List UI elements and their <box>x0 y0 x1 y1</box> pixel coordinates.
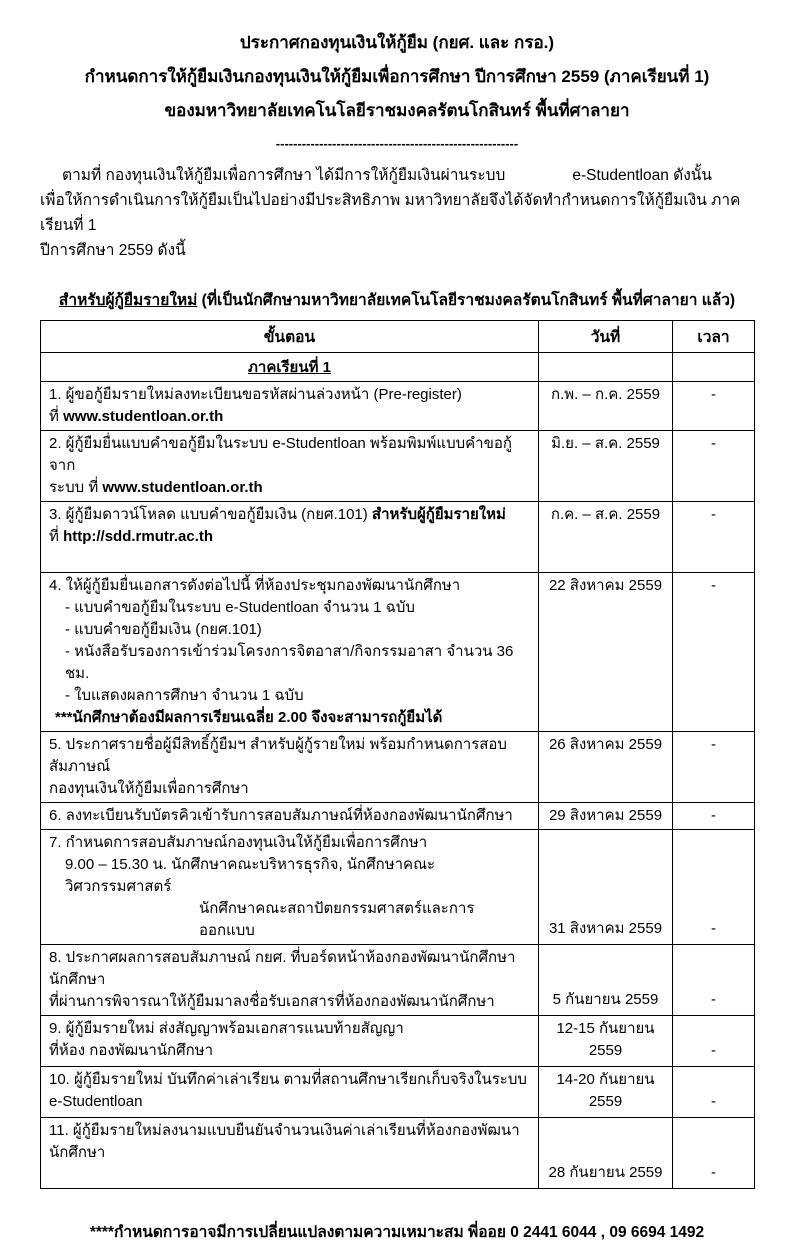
time-cell: - <box>673 382 755 431</box>
date-cell: 29 สิงหาคม 2559 <box>539 803 673 830</box>
date-cell: ก.ค. – ส.ค. 2559 <box>539 502 673 573</box>
intro-line1-left: ตามที่ กองทุนเงินให้กู้ยืมเพื่อการศึกษา ได้มีการให้กู้ยืมเงินผ่านระบบ <box>62 167 506 184</box>
time-cell: - <box>673 1016 755 1067</box>
time-cell: - <box>673 732 755 803</box>
step-cell <box>41 732 539 803</box>
step-line <box>49 641 530 685</box>
step-cell <box>41 1118 539 1189</box>
step-cell <box>41 1016 539 1067</box>
date-cell: 28 กันยายน 2559 <box>539 1118 673 1189</box>
step-text: 3. ผู้กู้ยืมดาวน์โหลด แบบคำขอกู้ยืมเงิน (กยศ.101) <box>49 506 372 524</box>
table-row <box>41 573 755 732</box>
step-cell <box>41 431 539 502</box>
step-text: 8. ประกาศผลการสอบสัมภาษณ์ กยศ. ที่บอร์ดหน้าห้องกองพัฒนานักศึกษา นักศึกษา <box>49 949 516 989</box>
step-line <box>49 597 530 619</box>
table-row <box>41 431 755 502</box>
time-cell <box>673 353 755 382</box>
step-line <box>49 1120 530 1164</box>
time-cell: - <box>673 1118 755 1189</box>
table-row <box>41 945 755 1016</box>
step-text: 5. ประกาศรายชื่อผู้มีสิทธิ์กู้ยืมฯ สำหรับผู้กู้รายใหม่ พร้อมกำหนดการสอบสัมภาษณ์ <box>49 736 507 776</box>
footer-note: ****กำหนดการอาจมีการเปลี่ยนแปลงตามความเหมาะสม พี่ออย 0 2441 6044 , 09 6694 1492 <box>89 1224 705 1242</box>
time-cell: - <box>673 502 755 573</box>
section-heading-underlined: สำหรับผู้กู้ยืมรายใหม่ <box>58 292 198 310</box>
step-text: 10. ผู้กู้ยืมรายใหม่ บันทึกค่าเล่าเรียน ตามที่สถานศึกษาเรียกเก็บจริงในระบบ <box>49 1071 527 1089</box>
step-text: 9.00 – 15.30 น. นักศึกษาคณะบริหารธุรกิจ, นักศึกษาคณะวิศวกรรมศาสตร์ <box>65 856 436 896</box>
table-header-row <box>41 321 755 353</box>
step-text: 6. ลงทะเบียนรับบัตรคิวเข้ารับการสอบสัมภาษณ์ที่ห้องกองพัฒนานักศึกษา <box>49 807 513 825</box>
date-cell: ก.พ. – ก.ค. 2559 <box>539 382 673 431</box>
doc-title-line2: กำหนดการให้กู้ยืมเงินกองทุนเงินให้กู้ยืมเพื่อการศึกษา ปีการศึกษา 2559 (ภาคเรียนที่ 1) <box>84 67 710 86</box>
column-header-step: ขั้นตอน <box>41 321 539 353</box>
step-text: 9. ผู้กู้ยืมรายใหม่ ส่งสัญญาพร้อมเอกสารแนบท้ายสัญญา <box>49 1020 404 1038</box>
column-header-date: วันที่ <box>539 321 673 353</box>
step-text-bold: ***นักศึกษาต้องมีผลการเรียนเฉลี่ย 2.00 จึงจะสามารถกู้ยืมได้ <box>55 709 443 727</box>
step-line <box>49 778 530 800</box>
step-text-bold: http://sdd.rmutr.ac.th <box>63 528 214 546</box>
schedule-table <box>40 320 755 1189</box>
date-cell: 26 สิงหาคม 2559 <box>539 732 673 803</box>
step-text-bold: www.studentloan.or.th <box>102 479 263 497</box>
step-text: 4. ให้ผู้กู้ยืมยื่นเอกสารดังต่อไปนี้ ที่ห้องประชุมกองพัฒนานักศึกษา <box>49 577 461 595</box>
step-text: ที่ผ่านการพิจารณาให้กู้ยืมมาลงชื่อรับเอกสารที่ห้องกองพัฒนานักศึกษา <box>49 993 495 1011</box>
step-text: ที่ <box>49 528 64 546</box>
time-cell: - <box>673 803 755 830</box>
semester-heading-cell <box>41 353 539 382</box>
doc-title-line1: ประกาศกองทุนเงินให้กู้ยืม (กยศ. และ กรอ.) <box>239 33 555 52</box>
table-row <box>41 803 755 830</box>
table-row <box>41 1067 755 1118</box>
step-line <box>49 734 530 778</box>
table-row <box>41 382 755 431</box>
step-text: - แบบคำขอกู้ยืมในระบบ e-Studentloan จำนวน 1 ฉบับ <box>65 599 415 617</box>
step-cell <box>41 1067 539 1118</box>
step-text-bold: สำหรับผู้กู้ยืมรายใหม่ <box>371 506 506 524</box>
step-line <box>49 619 530 641</box>
schedule-rows <box>41 353 755 1189</box>
time-cell: - <box>673 573 755 732</box>
step-line <box>49 406 530 428</box>
step-line <box>49 707 530 729</box>
date-cell: 31 สิงหาคม 2559 <box>539 830 673 945</box>
table-row <box>41 1016 755 1067</box>
step-text: ระบบ ที่ <box>49 479 103 497</box>
intro-line1-right: e-Studentloan ดังนั้น <box>572 167 712 184</box>
step-line <box>49 548 530 570</box>
step-line <box>49 832 530 854</box>
time-cell: - <box>673 431 755 502</box>
step-text: 1. ผู้ขอกู้ยืมรายใหม่ลงทะเบียนขอรหัสผ่านล่วงหน้า (Pre-register) <box>49 386 462 404</box>
step-text: ที่ <box>49 408 64 426</box>
step-text: - แบบคำขอกู้ยืมเงิน (กยศ.101) <box>65 621 262 639</box>
step-cell <box>41 803 539 830</box>
section-heading <box>40 287 754 312</box>
intro-paragraph <box>40 163 754 263</box>
date-cell: 14-20 กันยายน 2559 <box>539 1067 673 1118</box>
date-cell <box>539 353 673 382</box>
step-cell <box>41 573 539 732</box>
step-text: นักศึกษาคณะสถาปัตยกรรมศาสตร์และการออกแบบ <box>199 900 475 940</box>
step-cell <box>41 502 539 573</box>
date-cell: 5 กันยายน 2559 <box>539 945 673 1016</box>
intro-line-3: ปีการศึกษา 2559 ดังนี้ <box>40 242 186 260</box>
time-cell: - <box>673 945 755 1016</box>
step-line <box>49 433 530 477</box>
step-line <box>49 504 530 526</box>
step-line <box>49 1069 530 1091</box>
step-line <box>49 805 530 827</box>
step-line <box>49 1040 530 1062</box>
step-line <box>49 854 530 898</box>
step-line <box>49 1091 530 1113</box>
step-text: - หนังสือรับรองการเข้าร่วมโครงการจิตอาสา/กิจกรรมอาสา จำนวน 36 ชม. <box>65 643 514 683</box>
step-line <box>49 1164 530 1186</box>
step-text: ที่ห้อง กองพัฒนานักศึกษา <box>49 1042 214 1060</box>
column-header-time: เวลา <box>673 321 755 353</box>
step-text: 7. กำหนดการสอบสัมภาษณ์กองทุนเงินให้กู้ยืมเพื่อการศึกษา <box>49 834 428 852</box>
step-line <box>49 1018 530 1040</box>
table-row <box>41 1118 755 1189</box>
dashed-divider: -------------------------------------------------------- <box>275 136 519 151</box>
table-row <box>41 502 755 573</box>
time-cell: - <box>673 830 755 945</box>
step-cell <box>41 382 539 431</box>
step-text: e-Studentloan <box>49 1093 143 1111</box>
date-cell: 22 สิงหาคม 2559 <box>539 573 673 732</box>
step-text: - ใบแสดงผลการศึกษา จำนวน 1 ฉบับ <box>65 687 304 705</box>
date-cell: 12-15 กันยายน 2559 <box>539 1016 673 1067</box>
step-line <box>49 384 530 406</box>
intro-line-1 <box>40 163 754 188</box>
step-line <box>49 526 530 548</box>
doc-title-line3: ของมหาวิทยาลัยเทคโนโลยีราชมงคลรัตนโกสินทร์ พื้นที่ศาลายา <box>164 101 630 120</box>
table-row <box>41 830 755 945</box>
step-line <box>49 947 530 991</box>
step-line <box>49 898 530 942</box>
time-cell: - <box>673 1067 755 1118</box>
step-text: 11. ผู้กู้ยืมรายใหม่ลงนามแบบยืนยันจำนวนเงินค่าเล่าเรียนที่ห้องกองพัฒนานักศึกษา <box>49 1122 520 1162</box>
section-heading-rest: (ที่เป็นนักศึกษามหาวิทยาลัยเทคโนโลยีราชมงคลรัตนโกสินทร์ พื้นที่ศาลายา แล้ว) <box>197 292 736 310</box>
table-row <box>41 732 755 803</box>
step-text-bold: www.studentloan.or.th <box>63 408 224 426</box>
date-cell: มิ.ย. – ส.ค. 2559 <box>539 431 673 502</box>
step-line <box>49 685 530 707</box>
step-cell <box>41 830 539 945</box>
step-text: กองทุนเงินให้กู้ยืมเพื่อการศึกษา <box>49 780 249 798</box>
step-line <box>49 477 530 499</box>
step-line <box>49 991 530 1013</box>
step-text: 2. ผู้กู้ยืมยื่นแบบคำขอกู้ยืมในระบบ e-Studentloan พร้อมพิมพ์แบบคำขอกู้จาก <box>49 435 512 475</box>
semester-heading-row <box>41 353 755 382</box>
step-line <box>49 575 530 597</box>
semester-heading-label: ภาคเรียนที่ 1 <box>248 359 331 377</box>
step-cell <box>41 945 539 1016</box>
intro-line-2: เพื่อให้การดำเนินการให้กู้ยืมเป็นไปอย่างมีประสิทธิภาพ มหาวิทยาลัยจึงได้จัดทำกำหนดการให้กู้ยืมเงิน ภาคเรียนที่ 1 <box>40 192 741 235</box>
